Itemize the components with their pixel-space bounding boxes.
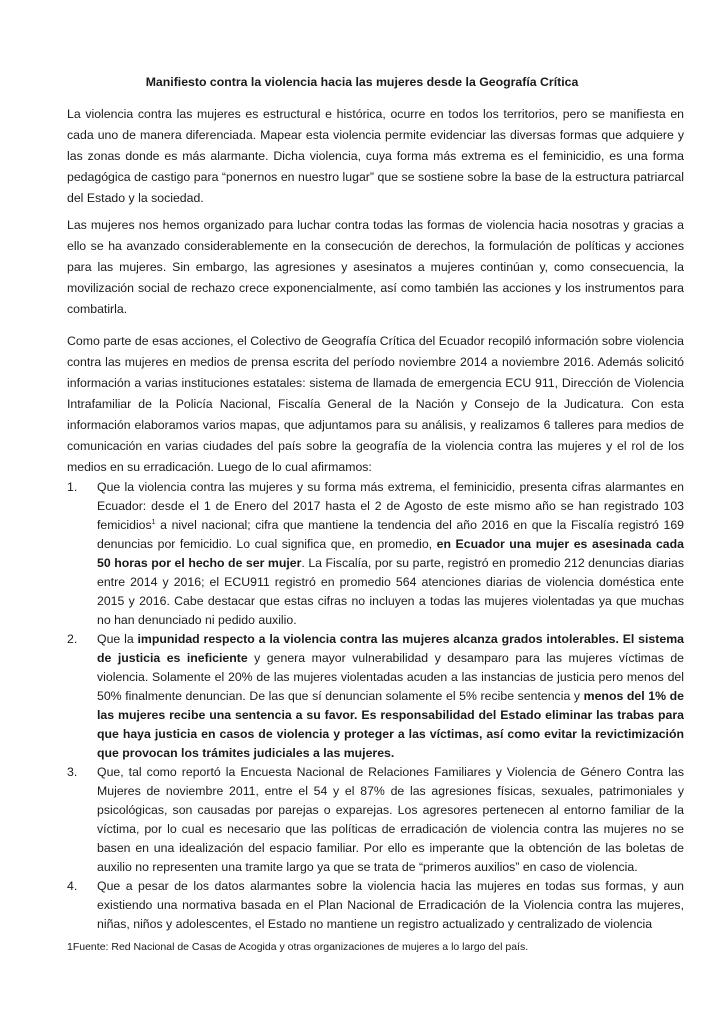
list-number: 3. xyxy=(67,765,78,779)
list-item xyxy=(67,763,684,877)
list-item xyxy=(67,630,684,763)
list-text-bold: menos del 1% de las mujeres recibe una sentencia a su favor. Es responsabilidad del Estado eliminar las trabas para que haya justicia en casos de violencia y proteger a las víctimas, así como evitar la revictimización que provocan los trámites judiciales a las mujeres. xyxy=(97,689,685,760)
paragraph-intro: La violencia contra las mujeres es estructural e histórica, ocurre en todos los territorios, pero se manifiesta en cada uno de manera diferenciada. Mapear esta violencia permite evidenciar las diversas formas que adquiere y las zonas donde es más alarmante. Dicha violencia, cuya forma más extrema es el feminicidio, es una forma pedagógica de castigo para “ponernos en nuestro lugar” que se sostiene sobre la base de la estructura patriarcal del Estado y la sociedad. xyxy=(67,107,684,205)
list-text: Que la violencia contra las mujeres y su forma más extrema, el feminicidio, presenta cifras alarmantes en Ecuador: desde el 1 de Enero del 2017 hasta el 2 de Agosto de este mismo año se han registrado 103 femicidios xyxy=(97,480,684,532)
list-text: a nivel nacional; cifra que mantiene la tendencia del año 2016 en que la Fiscalía registró 169 denuncias por femicidio. Lo cual significa que, en promedio, xyxy=(97,518,684,551)
list-text: Que a pesar de los datos alarmantes sobre la violencia hacia las mujeres en todas sus formas, y aun existiendo una normativa basada en el Plan Nacional de Erradicación de la Violencia contra las mujeres, niñas, niños y adolescentes, el Estado no mantiene un registro actualizado y centralizado de violencia xyxy=(97,879,684,931)
list-item xyxy=(67,877,684,934)
list-text: Que la xyxy=(97,632,138,646)
statements-list xyxy=(67,478,684,934)
list-number: 4. xyxy=(67,879,78,893)
list-number: 1. xyxy=(67,480,78,494)
list-text-bold: en Ecuador una mujer es asesinada cada 50 horas por el hecho de ser mujer xyxy=(97,537,684,570)
list-text: . La Fiscalía, por su parte, registró en promedio 212 denuncias diarias entre 2014 y 2016; el ECU911 registró en promedio 564 atenciones diarias de violencia doméstica ente 2015 y 2016. Cabe destacar que estas cifras no incluyen a todas las mujeres violentadas ya que muchas no han denunciado ni pedido auxilio. xyxy=(97,556,684,627)
paragraph-actions: Como parte de esas acciones, el Colectivo de Geografía Crítica del Ecuador recopiló información sobre violencia contra las mujeres en medios de prensa escrita del período noviembre 2014 a noviembre 2016. Además solicitó información a varias instituciones estatales: sistema de llamada de emergencia ECU 911, Dirección de Violencia Intrafamiliar de la Policía Nacional, Fiscalía General de la Nación y Consejo de la Judicatura. Con esta información elaboramos varios mapas, que adjuntamos para su análisis, y realizamos 6 talleres para medios de comunicación en varias ciudades del país sobre la geografía de la violencia contra las mujeres y el rol de los medios en su erradicación. Luego de lo cual afirmamos: xyxy=(67,334,684,474)
list-text-bold: impunidad respecto a la violencia contra las mujeres alcanza grados intolerables. El sistema de justicia es ineficiente xyxy=(97,632,684,665)
paragraph-organization: Las mujeres nos hemos organizado para luchar contra todas las formas de violencia hacia nosotras y gracias a ello se ha avanzado considerablemente en la consecución de derechos, la formulación de políticas y acciones para las mujeres. Sin embargo, las agresiones y asesinatos a mujeres continúan y, como consecuencia, la movilización social de rechazo crece exponencialmente, así como también las acciones y los instrumentos para combatirla. xyxy=(67,218,684,316)
list-number: 2. xyxy=(67,632,78,646)
document-title: Manifiesto contra la violencia hacia las mujeres desde la Geografía Crítica xyxy=(145,75,579,89)
footnote-marker: 1 xyxy=(67,941,73,953)
list-item xyxy=(67,478,684,630)
footnote-text: Fuente: Red Nacional de Casas de Acogida y otras organizaciones de mujeres a lo largo del país. xyxy=(72,941,529,953)
footnote-ref: 1 xyxy=(151,518,156,526)
list-text: y genera mayor vulnerabilidad y desamparo para las mujeres víctimas de violencia. Solamente el 20% de las mujeres violentadas acuden a las instancias de justicia pero menos del 50% finalmente denuncian. De las que sí denuncian solamente el 5% recibe sentencia y xyxy=(97,651,685,703)
list-text: Que, tal como reportó la Encuesta Nacional de Relaciones Familiares y Violencia de Género Contra las Mujeres de noviembre 2011, entre el 54 y el 87% de las agresiones físicas, sexuales, patrimoniales y psicológicas, son causadas por parejas o exparejas. Los agresores pertenecen al entorno familiar de la víctima, por lo cual es necesario que las políticas de erradicación de violencia contra las mujeres no se basen en una idealización del espacio familiar. Por ello es imperante que la obtención de las boletas de auxilio no representen una tramite largo ya que se trata de “primeros auxilios” en caso de violencia. xyxy=(97,765,684,874)
footnote xyxy=(67,940,684,954)
